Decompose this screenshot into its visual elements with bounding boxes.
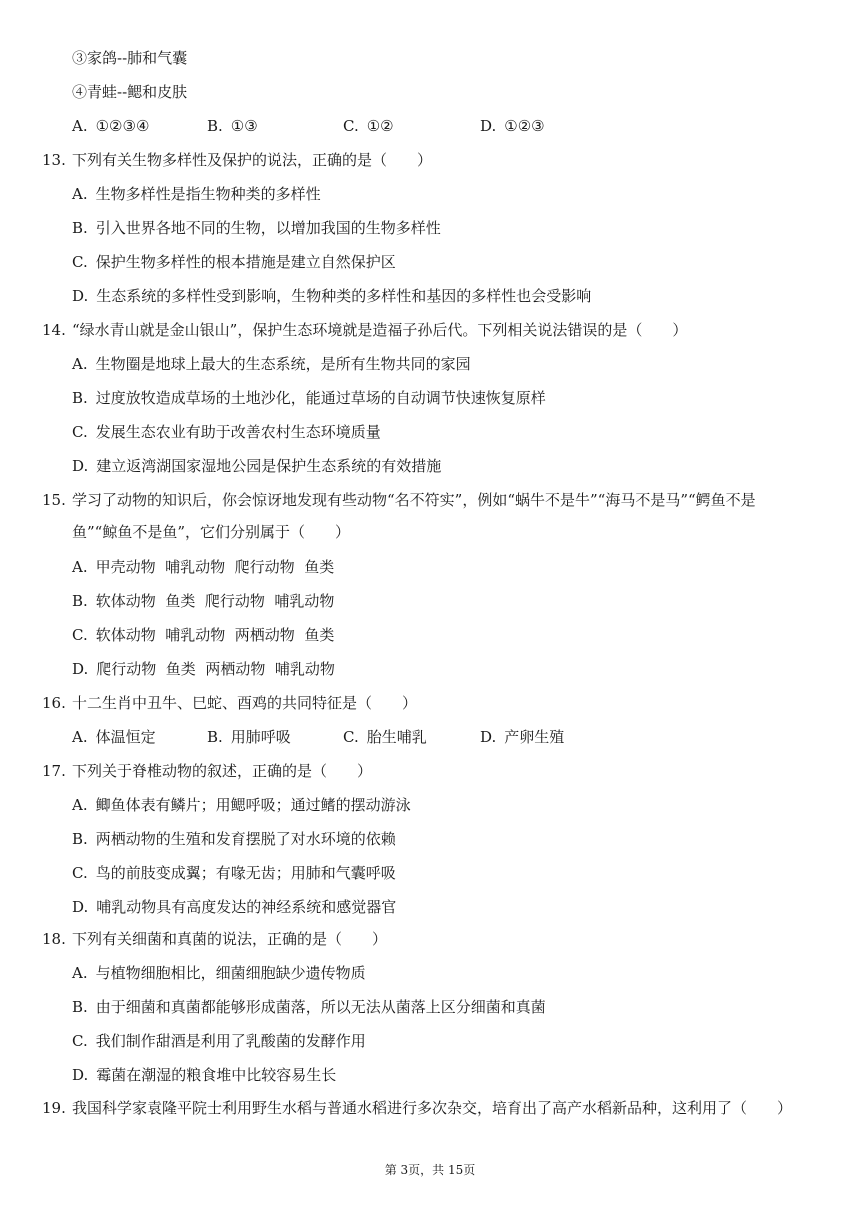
q12-item-4: ④青蛙--鳃和皮肤 <box>72 83 188 101</box>
question-15-continued: 鱼”“鲸鱼不是鱼”，它们分别属于（ ） <box>72 523 351 541</box>
q18-option-c: C. 我们制作甜酒是利用了乳酸菌的发酵作用 <box>72 1032 366 1050</box>
q12-option-c: C. ①② <box>343 117 394 135</box>
q17-option-b: B. 两栖动物的生殖和发育摆脱了对水环境的依赖 <box>72 830 396 848</box>
question-number: 13. <box>42 151 66 169</box>
question-number: 16. <box>42 694 66 712</box>
q15-option-b: B. 软体动物 鱼类 爬行动物 哺乳动物 <box>72 592 335 610</box>
q13-option-d: D. 生态系统的多样性受到影响，生物种类的多样性和基因的多样性也会受影响 <box>72 287 592 305</box>
question-number: 19. <box>42 1099 66 1117</box>
q15-option-c: C. 软体动物 哺乳动物 两栖动物 鱼类 <box>72 626 335 644</box>
q17-option-d: D. 哺乳动物具有高度发达的神经系统和感觉器官 <box>72 898 397 916</box>
question-text: “绿水青山就是金山银山”，保护生态环境就是造福子孙后代。下列相关说法错误的是（ ） <box>72 321 688 339</box>
q16-option-c: C. 胎生哺乳 <box>343 728 427 746</box>
q13-option-a: A. 生物多样性是指生物种类的多样性 <box>72 185 321 203</box>
q18-option-d: D. 霉菌在潮湿的粮食堆中比较容易生长 <box>72 1066 337 1084</box>
question-text: 下列关于脊椎动物的叙述，正确的是（ ） <box>72 762 373 780</box>
q14-option-a: A. 生物圈是地球上最大的生态系统，是所有生物共同的家园 <box>72 355 471 373</box>
question-text: 我国科学家袁隆平院士利用野生水稻与普通水稻进行多次杂交，培育出了高产水稻新品种，这利用了（ ） <box>72 1099 793 1117</box>
q18-option-a: A. 与植物细胞相比，细菌细胞缺少遗传物质 <box>72 964 366 982</box>
q12-option-a: A. ①②③④ <box>72 117 150 135</box>
q14-option-c: C. 发展生态农业有助于改善农村生态环境质量 <box>72 423 381 441</box>
q13-option-b: B. 引入世界各地不同的生物，以增加我国的生物多样性 <box>72 219 441 237</box>
q17-option-c: C. 鸟的前肢变成翼；有喙无齿；用肺和气囊呼吸 <box>72 864 396 882</box>
question-text: 十二生肖中丑牛、巳蛇、酉鸡的共同特征是（ ） <box>72 694 418 712</box>
question-number: 14. <box>42 321 66 339</box>
q18-option-b: B. 由于细菌和真菌都能够形成菌落，所以无法从菌落上区分细菌和真菌 <box>72 998 546 1016</box>
q14-option-b: B. 过度放牧造成草场的土地沙化，能通过草场的自动调节快速恢复原样 <box>72 389 546 407</box>
question-number: 17. <box>42 762 66 780</box>
q12-option-d: D. ①②③ <box>480 117 545 135</box>
q16-option-a: A. 体温恒定 <box>72 728 156 746</box>
q12-option-b: B. ①③ <box>207 117 258 135</box>
q16-option-b: B. 用肺呼吸 <box>207 728 291 746</box>
question-text: 学习了动物的知识后，你会惊讶地发现有些动物“名不符实”，例如“蜗牛不是牛”“海马不是马”“鳄鱼不是 <box>72 491 756 509</box>
question-number: 18. <box>42 930 66 948</box>
question-text: 下列有关生物多样性及保护的说法，正确的是（ ） <box>72 151 433 169</box>
q15-option-a: A. 甲壳动物 哺乳动物 爬行动物 鱼类 <box>72 558 335 576</box>
q15-option-d: D. 爬行动物 鱼类 两栖动物 哺乳动物 <box>72 660 335 678</box>
q17-option-a: A. 鲫鱼体表有鳞片；用鳃呼吸；通过鳍的摆动游泳 <box>72 796 411 814</box>
q13-option-c: C. 保护生物多样性的根本措施是建立自然保护区 <box>72 253 396 271</box>
q12-item-3: ③家鸽--肺和气囊 <box>72 49 188 67</box>
question-number: 15. <box>42 491 66 509</box>
question-text: 下列有关细菌和真菌的说法，正确的是（ ） <box>72 930 388 948</box>
page-footer: 第 3页，共 15页 <box>384 1163 476 1177</box>
q14-option-d: D. 建立返湾湖国家湿地公园是保护生态系统的有效措施 <box>72 457 442 475</box>
q16-option-d: D. 产卵生殖 <box>480 728 565 746</box>
